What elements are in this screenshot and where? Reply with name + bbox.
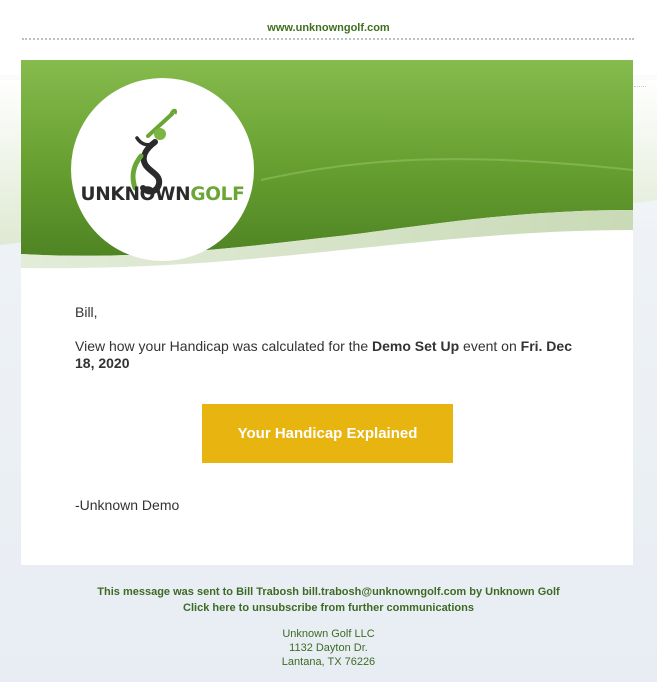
message-prefix: View how your Handicap was calculated for the [75,338,373,354]
golfer-icon [71,78,254,261]
event-name: Demo Set Up [372,338,460,354]
event-date: Fri. Dec 18, 2020 [75,338,572,371]
signoff-text: -Unknown Demo [75,497,180,513]
message-mid: event on [459,338,521,354]
email-card [21,60,633,565]
message-text [75,338,595,372]
company-street: 1132 Dayton Dr. [289,642,368,654]
company-city: Lantana, TX 76226 [281,656,376,668]
header-divider [22,38,634,40]
side-divider [634,86,646,87]
footer [0,584,657,669]
sent-notice: This message was sent to Bill Trabosh bill.trabosh@unknowngolf.com by Unknown Golf [97,586,560,598]
company-address [0,627,657,669]
handicap-explained-button[interactable]: Your Handicap Explained [202,404,453,463]
logo-wordmark-part1: UNKNOWN [80,184,191,205]
website-link[interactable]: www.unknowngolf.com [267,22,390,34]
unsubscribe-link[interactable]: Click here to unsubscribe from further communications [183,602,474,614]
logo-badge [71,78,254,261]
greeting-text: Bill, [75,304,98,320]
logo-wordmark [71,184,254,205]
company-name: Unknown Golf LLC [282,628,375,640]
logo-wordmark-part2: GOLF [190,184,245,205]
